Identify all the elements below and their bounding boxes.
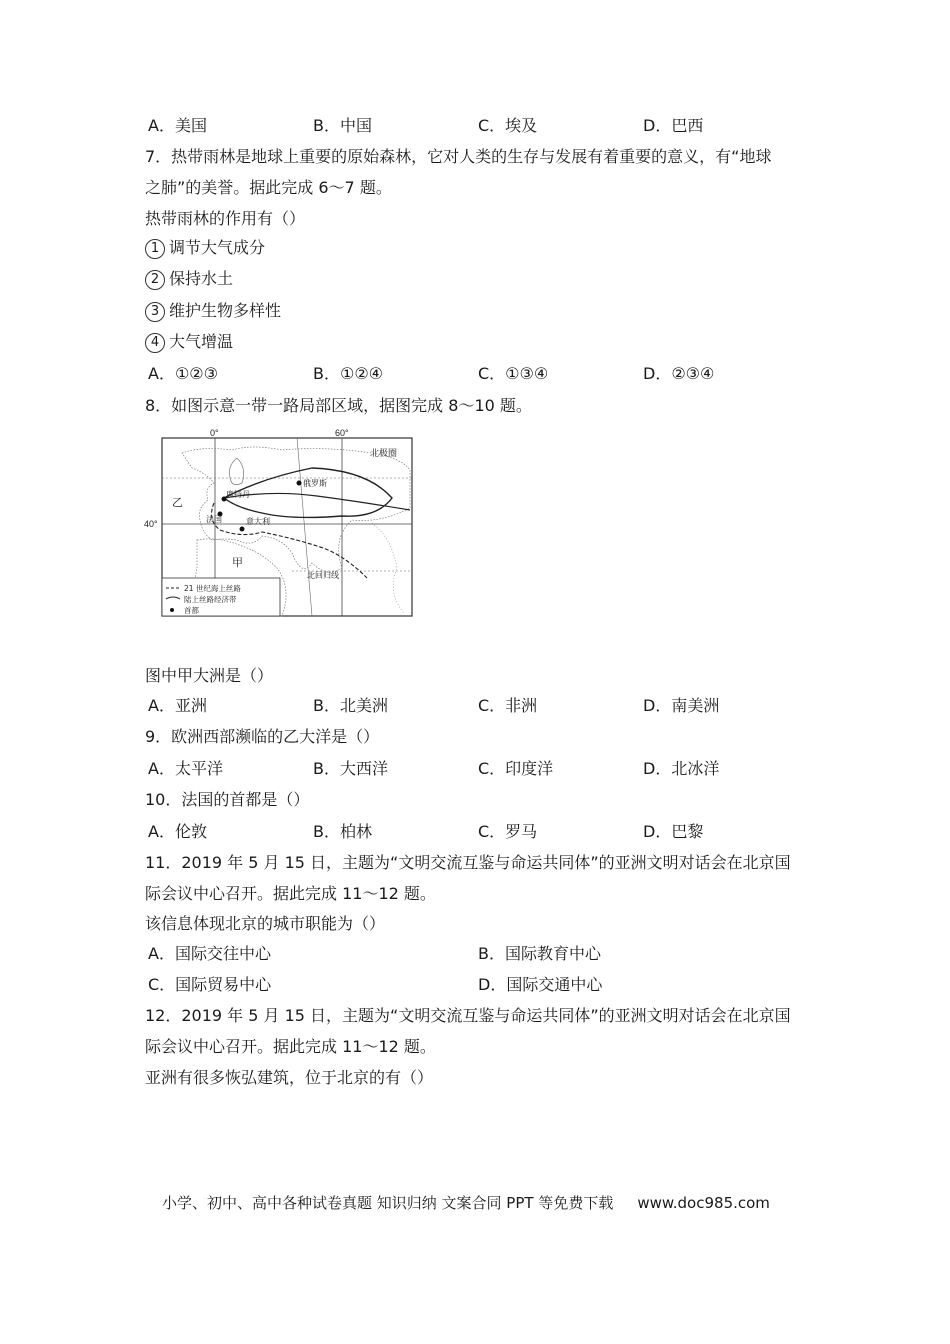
q7-options bbox=[145, 364, 825, 384]
q7-stem-line1: 7．热带雨林是地球上重要的原始森林，它对人类的生存与发展有着重要的意义，有“地球 bbox=[145, 147, 772, 166]
q9-option-d: D．北冰洋 bbox=[643, 759, 720, 778]
q11-option-a: A．国际交往中心 bbox=[148, 944, 271, 963]
q10-option-b: B．柏林 bbox=[313, 822, 372, 841]
legend-land: 陆上丝路经济带 bbox=[184, 595, 237, 604]
q11-option-d: D．国际交通中心 bbox=[478, 975, 603, 994]
q12-stem-line1: 12．2019 年 5 月 15 日，主题为“文明交流互鉴与命运共同体”的亚洲文明对话会在北京国 bbox=[145, 1006, 791, 1025]
lon-label-0: 0° bbox=[210, 428, 219, 438]
belt-road-map bbox=[142, 428, 414, 620]
q11-options-row2 bbox=[145, 975, 825, 995]
q7-item-text: 大气增温 bbox=[169, 332, 234, 351]
q9-question: 9．欧洲西部濒临的乙大洋是（） bbox=[145, 727, 380, 746]
q7-stem-line2: 之肺”的美誉。据此完成 6～7 题。 bbox=[145, 178, 392, 197]
page-footer bbox=[162, 1192, 770, 1213]
label-netherlands: 鹿特丹 bbox=[226, 490, 250, 499]
q12-question: 亚洲有很多恢弘建筑，位于北京的有（） bbox=[145, 1068, 434, 1087]
q6-option-c: C．埃及 bbox=[478, 116, 538, 135]
label-jia: 甲 bbox=[232, 556, 243, 569]
q7-item-3 bbox=[145, 301, 281, 322]
label-arctic: 北极圈 bbox=[370, 449, 398, 459]
q8-stem: 8．如图示意一带一路局部区域，据图完成 8～10 题。 bbox=[145, 396, 532, 415]
label-tropic: 北回归线 bbox=[307, 571, 339, 580]
capital-marker bbox=[240, 527, 245, 532]
q9-options bbox=[145, 759, 825, 779]
q7-item-1 bbox=[145, 238, 265, 259]
label-yi: 乙 bbox=[172, 496, 183, 509]
q8-question: 图中甲大洲是（） bbox=[145, 666, 274, 685]
q7-question: 热带雨林的作用有（） bbox=[145, 209, 306, 228]
label-france: 法国 bbox=[206, 515, 222, 524]
label-russia: 俄罗斯 bbox=[303, 479, 327, 488]
q6-option-a: A．美国 bbox=[148, 116, 207, 135]
q7-item-4 bbox=[145, 332, 233, 353]
q8-option-d: D．南美洲 bbox=[643, 696, 720, 715]
q6-options bbox=[145, 116, 825, 136]
capital-marker bbox=[297, 481, 302, 486]
q6-option-d: D．巴西 bbox=[643, 116, 704, 135]
footer-url[interactable]: www.doc985.com bbox=[637, 1194, 770, 1212]
q7-option-d: D．②③④ bbox=[643, 364, 715, 383]
q7-item-2 bbox=[145, 269, 233, 290]
q6-option-b: B．中国 bbox=[313, 116, 372, 135]
q12-stem-line2: 际会议中心召开。据此完成 11～12 题。 bbox=[145, 1037, 436, 1056]
legend-capital-dot bbox=[170, 608, 174, 612]
q10-option-a: A．伦敦 bbox=[148, 822, 207, 841]
q10-option-c: C．罗马 bbox=[478, 822, 538, 841]
q10-option-d: D．巴黎 bbox=[643, 822, 704, 841]
q11-stem-line1: 11．2019 年 5 月 15 日，主题为“文明交流互鉴与命运共同体”的亚洲文明对话会在北京国 bbox=[145, 853, 791, 872]
circled-number: 4 bbox=[145, 333, 165, 353]
circled-number: 2 bbox=[145, 270, 165, 290]
q9-option-a: A．太平洋 bbox=[148, 759, 223, 778]
lon-label-60: 60° bbox=[335, 428, 349, 438]
q7-item-text: 调节大气成分 bbox=[169, 238, 266, 257]
q8-option-b: B．北美洲 bbox=[313, 696, 388, 715]
q9-option-b: B．大西洋 bbox=[313, 759, 388, 778]
q7-option-c: C．①③④ bbox=[478, 364, 549, 383]
label-italy: 意大利 bbox=[246, 517, 270, 526]
q8-option-c: C．非洲 bbox=[478, 696, 538, 715]
q11-options-row1 bbox=[145, 944, 825, 964]
q7-option-b: B．①②④ bbox=[313, 364, 384, 383]
q8-option-a: A．亚洲 bbox=[148, 696, 207, 715]
q11-option-c: C．国际贸易中心 bbox=[148, 975, 272, 994]
q7-option-a: A．①②③ bbox=[148, 364, 218, 383]
legend-capital: 首都 bbox=[184, 606, 199, 615]
footer-text: 小学、初中、高中各种试卷真题 知识归纳 文案合同 PPT 等免费下载 bbox=[162, 1194, 614, 1212]
circled-number: 3 bbox=[145, 302, 165, 322]
q11-question: 该信息体现北京的城市职能为（） bbox=[145, 914, 386, 933]
q10-options bbox=[145, 822, 825, 842]
q9-option-c: C．印度洋 bbox=[478, 759, 554, 778]
q8-options bbox=[145, 696, 825, 716]
q7-item-text: 维护生物多样性 bbox=[169, 301, 282, 320]
q10-question: 10．法国的首都是（） bbox=[145, 790, 310, 809]
q11-option-b: B．国际教育中心 bbox=[478, 944, 601, 963]
lat-label-40: 40° bbox=[144, 519, 158, 529]
legend-sea: 21 世纪海上丝路 bbox=[184, 584, 241, 593]
q7-item-text: 保持水土 bbox=[169, 269, 234, 288]
circled-number: 1 bbox=[145, 239, 165, 259]
q11-stem-line2: 际会议中心召开。据此完成 11～12 题。 bbox=[145, 884, 436, 903]
